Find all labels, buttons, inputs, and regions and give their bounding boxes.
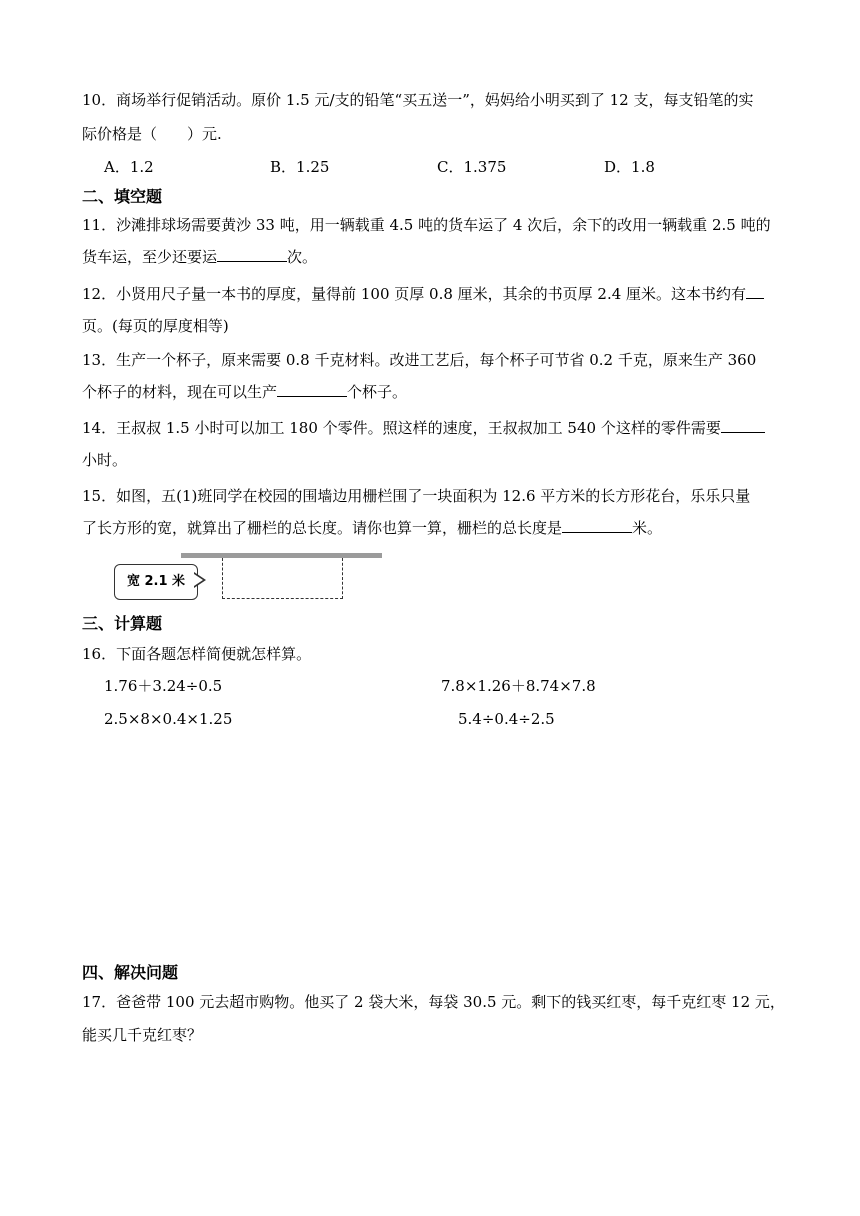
q13-text-a: 个杯子的材料，现在可以生产	[82, 383, 278, 401]
q15-text-b: 米。	[632, 519, 663, 537]
q11-text-a: 货车运，至少还要运	[82, 248, 218, 266]
q10-line1: 10．商场举行促销活动。原价 1.5 元/支的铅笔“买五送一”，妈妈给小明买到了 12 支，每支铅笔的实	[82, 91, 754, 109]
q13-line1: 13．生产一个杯子，原来需要 0.8 千克材料。改进工艺后，每个杯子可节省 0.2 千克，原来生产 360	[82, 351, 757, 369]
q11-text-b: 次。	[287, 248, 318, 266]
q16-prompt: 16．下面各题怎样简便就怎样算。	[82, 645, 312, 663]
q15-text-a: 了长方形的宽，就算出了栅栏的总长度。请你也算一算，栅栏的总长度是	[82, 519, 563, 537]
q11-line1: 11．沙滩排球场需要黄沙 33 吨，用一辆载重 4.5 吨的货车运了 4 次后，余下的改用一辆载重 2.5 吨的	[82, 216, 771, 234]
q13-line2	[82, 382, 407, 402]
flower-bed-rectangle	[222, 558, 343, 599]
section-heading-problem-solving: 四、解决问题	[82, 963, 179, 982]
section-heading-calculation: 三、计算题	[82, 614, 163, 633]
width-callout-bubble: 宽 2.1 米	[114, 564, 198, 600]
q15-line1: 15．如图，五(1)班同学在校园的围墙边用栅栏围了一块面积为 12.6 平方米的长方形花台，乐乐只量	[82, 487, 751, 505]
q16-expression-2: 7.8×1.26＋8.74×7.8	[441, 677, 596, 695]
q10-option-c: C．1.375	[437, 158, 507, 176]
q14-line2: 小时。	[82, 451, 128, 469]
q14-answer-blank[interactable]	[721, 418, 765, 433]
q12-line1	[82, 284, 764, 304]
q17-line1: 17．爸爸带 100 元去超市购物。他买了 2 袋大米，每袋 30.5 元。剩下的钱买红枣，每千克红枣 12 元，	[82, 993, 785, 1011]
q14-text: 14．王叔叔 1.5 小时可以加工 180 个零件。照这样的速度，王叔叔加工 540 个这样的零件需要	[82, 419, 721, 437]
q11-answer-blank[interactable]	[217, 247, 287, 262]
q14-line1	[82, 418, 765, 438]
q15-answer-blank[interactable]	[562, 518, 632, 533]
q12-answer-blank[interactable]	[746, 284, 764, 299]
q10-option-d: D．1.8	[604, 158, 655, 176]
q15-line2	[82, 518, 662, 538]
q16-expression-1: 1.76＋3.24÷0.5	[104, 677, 223, 695]
q13-text-b: 个杯子。	[347, 383, 408, 401]
q10-option-a: A．1.2	[104, 158, 154, 176]
q13-answer-blank[interactable]	[277, 382, 347, 397]
section-heading-fill-in: 二、填空题	[82, 187, 163, 206]
q12-text: 12．小贤用尺子量一本书的厚度，量得前 100 页厚 0.8 厘米，其余的书页厚 2.4 厘米。这本书约有	[82, 285, 747, 303]
q10-line2: 际价格是（ ）元.	[82, 125, 222, 143]
q16-expression-4: 5.4÷0.4÷2.5	[458, 710, 555, 728]
q17-line2: 能买几千克红枣？	[82, 1026, 203, 1044]
q11-line2	[82, 247, 317, 267]
q10-option-b: B．1.25	[270, 158, 330, 176]
q12-line2: 页。(每页的厚度相等)	[82, 317, 229, 335]
callout-pointer-fill	[194, 574, 203, 586]
q16-expression-3: 2.5×8×0.4×1.25	[104, 710, 233, 728]
